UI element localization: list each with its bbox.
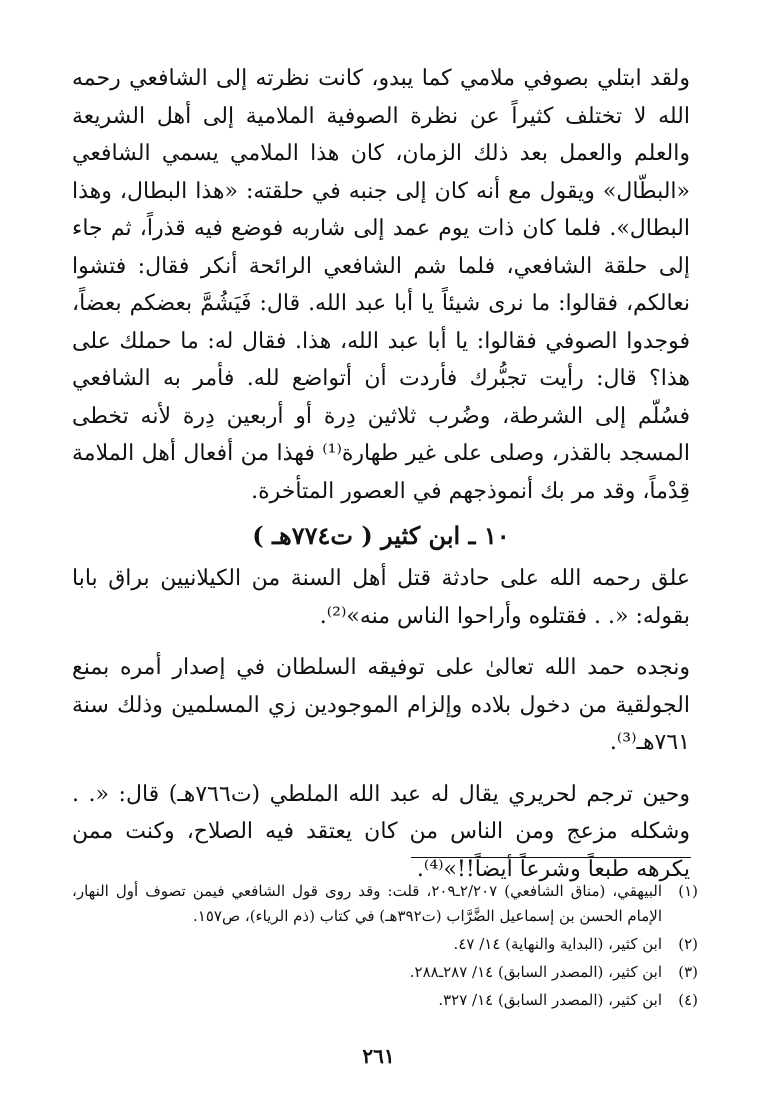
footnotes	[72, 879, 698, 1016]
body-paragraph: وحين ترجم لحريري يقال له عبد الله الملطي (ت٧٦٦هـ) قال: «. . وشكله مزعج ومن الناس من كان يعتقد فيه الصلاح، وكنت ممن يكرهه طبعاً وشرعاً أيضاً!!»⁽⁴⁾.	[72, 781, 690, 882]
footnote-text: ابن كثير، (المصدر السابق) ١٤/ ٢٨٧ـ٢٨٨.	[409, 963, 662, 981]
body-paragraph: ونجده حمد الله تعالىٰ على توفيقه السلطان في إصدار أمره بمنع الجولقية من دخول بلاده وإلزام الموجودين زي المسلمين وذلك سنة ٧٦١هـ⁽³⁾.	[72, 655, 690, 755]
footnote-number: (١)	[678, 882, 698, 900]
footnote-item	[72, 879, 698, 929]
footnote-number: (٣)	[678, 963, 698, 981]
footnote-item	[72, 960, 698, 985]
footnote-text: البيهقي، (مناق الشافعي) ٢/٢٠٧ـ٢٠٩، قلت: وقد روى قول الشافعي فيمن تصوف أول النهار، الإمام الحسن بن إسماعيل الضَّرَّاب (ت٣٩٢هـ) في كتاب (ذم الرياء)، ص١٥٧.	[72, 882, 662, 925]
footnote-item	[72, 932, 698, 957]
footnote-number: (٤)	[678, 991, 698, 1009]
footnote-text: ابن كثير، (المصدر السابق) ١٤/ ٣٢٧.	[438, 991, 662, 1009]
body-paragraph: علق رحمه الله على حادثة قتل أهل السنة من الكيلانيين براق بابا بقوله: «. . فقتلوه وأراحوا الناس منه»⁽²⁾.	[72, 566, 690, 629]
body-paragraph: ولقد ابتلي بصوفي ملامي كما يبدو، كانت نظرته إلى الشافعي رحمه الله لا تختلف كثيراً عن نظرة الصوفية الملامية إلى أهل الشريعة والعلم والعمل بعد ذلك الزمان، كان هذا الملامي يسمي الشافعي «البطّال» ويقول مع أنه كان إلى جنبه في حلقته: «هذا البطال، وهذا البطال». فلما كان ذات يوم عمد إلى شاربه فوضع فيه قذراً، ثم جاء إلى حلقة الشافعي، فلما شم الشافعي الرائحة أنكر فقال: فتشوا نعالكم، فقالوا: ما نرى شيئاً يا أبا عبد الله. قال: فَيَشُمَّ بعضكم بعضاً، فوجدوا الصوفي فقالوا: يا أبا عبد الله، هذا. فقال له: ما حملك على هذا؟ قال: رأيت تجبُّرك فأردت أن أتواضع لله. فأمر به الشافعي فسُلّم إلى الشرطة، وضُرب ثلاثين دِرة أو أربعين دِرة لأنه تخطى المسجد بالقذر، وصلى على غير طهارة⁽¹⁾ فهذا من أفعال أهل الملامة قِدْماً، وقد مر بك أنموذجهم في العصور المتأخرة.	[72, 66, 691, 504]
footnote-item	[72, 988, 698, 1013]
section-heading: ١٠ ـ ابن كثير ( ت٧٧٤هـ )	[252, 521, 510, 550]
main-text-block	[72, 60, 690, 888]
footnote-number: (٢)	[678, 935, 698, 953]
page-number: ٢٦١	[362, 1044, 395, 1068]
footnote-divider	[411, 857, 691, 858]
footnote-text: ابن كثير، (البداية والنهاية) ١٤/ ٤٧.	[453, 935, 662, 953]
